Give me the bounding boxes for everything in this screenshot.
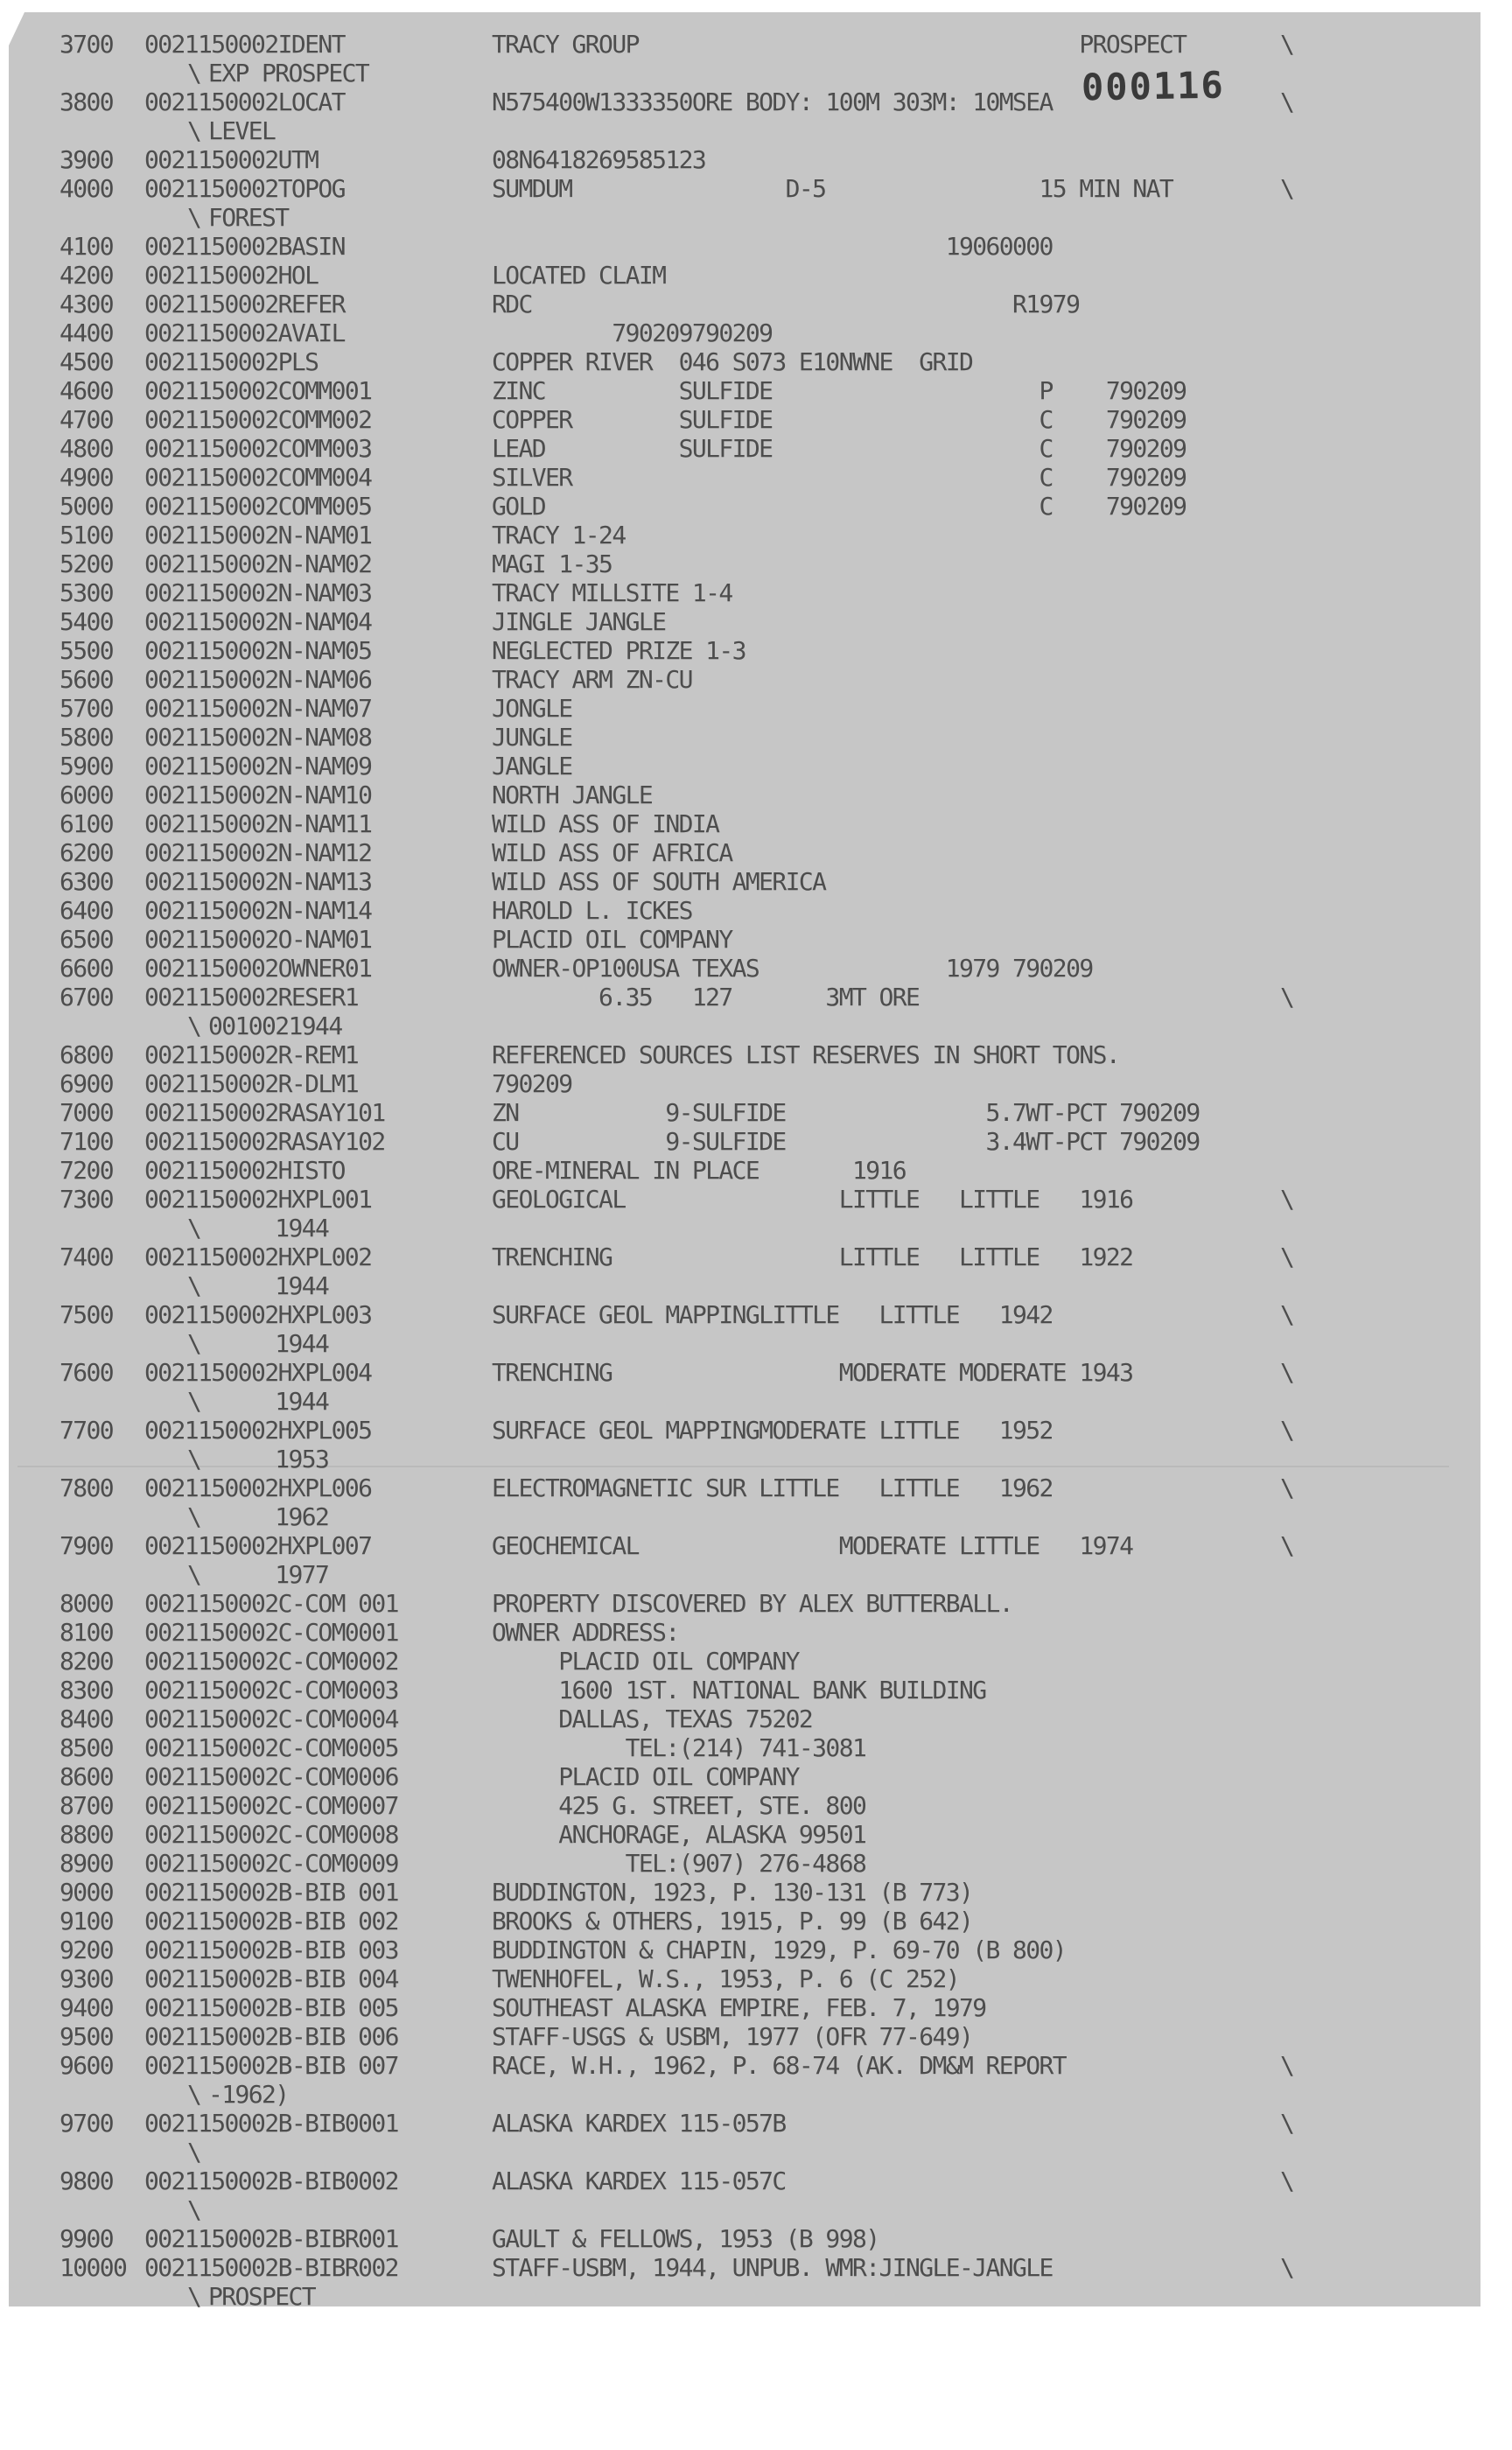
- line-number: 4100: [60, 232, 114, 261]
- record-value: WILD ASS OF SOUTH AMERICA: [492, 867, 826, 896]
- record-key: 0021150002C-COM 001: [144, 1589, 398, 1618]
- record-key: 0021150002N-NAM05: [144, 636, 372, 665]
- record-value: -1962): [208, 2080, 289, 2109]
- line-wrap-mark: \: [1280, 2166, 1294, 2195]
- line-wrap-mark: \: [1280, 983, 1294, 1012]
- record-key: 0021150002R-DLM1: [144, 1069, 359, 1098]
- record-key: 0021150002HXPL002: [144, 1242, 372, 1271]
- record-key: 0021150002N-NAM13: [144, 867, 372, 896]
- record-key: 0021150002C-COM0004: [144, 1704, 398, 1733]
- line-wrap-mark: \: [1280, 2253, 1294, 2282]
- line-number: 4900: [60, 463, 114, 492]
- record-value: FOREST: [208, 203, 289, 232]
- line-wrap-mark: \: [1280, 1242, 1294, 1271]
- continuation-mark: \: [187, 116, 201, 145]
- record-value: HAROLD L. ICKES: [492, 896, 692, 925]
- record-key: 0021150002B-BIB 001: [144, 1878, 398, 1907]
- line-number: 9400: [60, 1993, 114, 2022]
- record-key: 0021150002B-BIB 004: [144, 1964, 398, 1993]
- record-value: TRACY GROUP PROSPECT: [492, 30, 1186, 59]
- record-key: 0021150002B-BIB0002: [144, 2166, 398, 2195]
- line-number: 5400: [60, 607, 114, 636]
- line-wrap-mark: \: [1280, 1358, 1294, 1387]
- record-key: 0021150002HXPL001: [144, 1185, 372, 1214]
- record-value: TWENHOFEL, W.S., 1953, P. 6 (C 252): [492, 1964, 960, 1993]
- line-number: 4500: [60, 347, 114, 376]
- line-number: 8700: [60, 1791, 114, 1820]
- record-value: BUDDINGTON, 1923, P. 130-131 (B 773): [492, 1878, 973, 1907]
- record-key: 0021150002N-NAM02: [144, 550, 372, 578]
- line-wrap-mark: \: [1280, 1300, 1294, 1329]
- line-number: 8100: [60, 1618, 114, 1647]
- record-value: EXP PROSPECT: [208, 59, 369, 88]
- record-value: 790209: [492, 1069, 572, 1098]
- line-number: 5300: [60, 578, 114, 607]
- record-key: 0021150002C-COM0009: [144, 1849, 398, 1878]
- record-value: ALASKA KARDEX 115-057C: [492, 2166, 786, 2195]
- record-key: 0021150002C-COM0007: [144, 1791, 398, 1820]
- record-value: ZN 9-SULFIDE 5.7WT-PCT 790209: [492, 1098, 1200, 1127]
- line-wrap-mark: \: [1280, 2109, 1294, 2138]
- record-key: 0021150002B-BIB0001: [144, 2109, 398, 2138]
- line-number: 7800: [60, 1474, 114, 1502]
- continuation-mark: \: [187, 1502, 201, 1531]
- line-wrap-mark: \: [1280, 1531, 1294, 1560]
- continuation-mark: \: [187, 2195, 201, 2224]
- line-number: 4700: [60, 405, 114, 434]
- line-wrap-mark: \: [1280, 1474, 1294, 1502]
- line-number: 8300: [60, 1676, 114, 1704]
- line-number: 4300: [60, 290, 114, 318]
- line-number: 9800: [60, 2166, 114, 2195]
- line-number: 7600: [60, 1358, 114, 1387]
- record-key: 0021150002LOCAT: [144, 88, 345, 116]
- line-number: 5200: [60, 550, 114, 578]
- record-key: 0021150002N-NAM14: [144, 896, 372, 925]
- record-value: TRACY 1-24: [492, 521, 626, 550]
- line-number: 8400: [60, 1704, 114, 1733]
- record-value: GAULT & FELLOWS, 1953 (B 998): [492, 2224, 879, 2253]
- line-number: 3700: [60, 30, 114, 59]
- record-value: PROPERTY DISCOVERED BY ALEX BUTTERBALL.: [492, 1589, 1013, 1618]
- record-value: JANGLE: [492, 752, 572, 780]
- record-value: SURFACE GEOL MAPPINGMODERATE LITTLE 1952: [492, 1416, 1053, 1445]
- record-value: 1944: [208, 1387, 329, 1416]
- record-value: 1944: [208, 1329, 329, 1358]
- record-key: 0021150002R-REM1: [144, 1040, 359, 1069]
- line-number: 7700: [60, 1416, 114, 1445]
- record-value: 1977: [208, 1560, 329, 1589]
- record-key: 0021150002B-BIB 007: [144, 2051, 398, 2080]
- line-number: 7400: [60, 1242, 114, 1271]
- line-number: 8500: [60, 1733, 114, 1762]
- line-number: 6600: [60, 954, 114, 983]
- record-value: STAFF-USGS & USBM, 1977 (OFR 77-649): [492, 2022, 973, 2051]
- record-key: 0021150002COMM002: [144, 405, 372, 434]
- record-value: SUMDUM D-5 15 MIN NAT: [492, 174, 1173, 203]
- line-number: 10000: [60, 2253, 127, 2282]
- record-value: PROSPECT: [208, 2282, 316, 2311]
- record-key: 0021150002HXPL005: [144, 1416, 372, 1445]
- record-key: 0021150002B-BIB 003: [144, 1936, 398, 1964]
- continuation-mark: \: [187, 2080, 201, 2109]
- record-value: BUDDINGTON & CHAPIN, 1929, P. 69-70 (B 800): [492, 1936, 1067, 1964]
- record-value: SOUTHEAST ALASKA EMPIRE, FEB. 7, 1979: [492, 1993, 986, 2022]
- record-key: 0021150002HXPL004: [144, 1358, 372, 1387]
- line-number: 4600: [60, 376, 114, 405]
- record-value: MAGI 1-35: [492, 550, 612, 578]
- continuation-mark: \: [187, 59, 201, 88]
- record-value: 790209790209: [492, 318, 773, 347]
- record-key: 0021150002C-COM0005: [144, 1733, 398, 1762]
- record-value: GOLD C 790209: [492, 492, 1186, 521]
- line-number: 6200: [60, 838, 114, 867]
- line-wrap-mark: \: [1280, 88, 1294, 116]
- line-number: 5800: [60, 723, 114, 752]
- line-wrap-mark: \: [1280, 1416, 1294, 1445]
- record-key: 0021150002HISTO: [144, 1156, 345, 1185]
- continuation-mark: \: [187, 2282, 201, 2311]
- line-number: 6300: [60, 867, 114, 896]
- record-key: 0021150002C-COM0006: [144, 1762, 398, 1791]
- record-key: 0021150002COMM005: [144, 492, 372, 521]
- line-wrap-mark: \: [1280, 30, 1294, 59]
- line-number: 3800: [60, 88, 114, 116]
- record-value: 1953: [208, 1445, 329, 1474]
- record-key: 0021150002PLS: [144, 347, 318, 376]
- line-wrap-mark: \: [1280, 1185, 1294, 1214]
- record-key: 0021150002C-COM0003: [144, 1676, 398, 1704]
- record-key: 0021150002N-NAM09: [144, 752, 372, 780]
- line-number: 5000: [60, 492, 114, 521]
- record-key: 0021150002HXPL003: [144, 1300, 372, 1329]
- record-value: REFERENCED SOURCES LIST RESERVES IN SHORT TONS.: [492, 1040, 1120, 1069]
- line-number: 8900: [60, 1849, 114, 1878]
- continuation-mark: \: [187, 1012, 201, 1040]
- record-key: 0021150002AVAIL: [144, 318, 345, 347]
- line-number: 7000: [60, 1098, 114, 1127]
- record-value: STAFF-USBM, 1944, UNPUB. WMR:JINGLE-JANGLE: [492, 2253, 1053, 2282]
- line-number: 5700: [60, 694, 114, 723]
- record-value: DALLAS, TEXAS 75202: [492, 1704, 813, 1733]
- record-value: OWNER-OP100USA TEXAS 1979 790209: [492, 954, 1093, 983]
- line-number: 9300: [60, 1964, 114, 1993]
- record-key: 0021150002B-BIB 005: [144, 1993, 398, 2022]
- page-number-stamp: 000116: [1081, 63, 1226, 109]
- continuation-mark: \: [187, 1387, 201, 1416]
- record-key: 0021150002N-NAM10: [144, 780, 372, 809]
- line-wrap-mark: \: [1280, 2051, 1294, 2080]
- record-value: JINGLE JANGLE: [492, 607, 666, 636]
- record-key: 0021150002COMM001: [144, 376, 372, 405]
- record-key: 0021150002N-NAM06: [144, 665, 372, 694]
- record-key: 0021150002HXPL006: [144, 1474, 372, 1502]
- record-value: CU 9-SULFIDE 3.4WT-PCT 790209: [492, 1127, 1200, 1156]
- line-number: 9500: [60, 2022, 114, 2051]
- record-value: OWNER ADDRESS:: [492, 1618, 679, 1647]
- record-key: 0021150002N-NAM11: [144, 809, 372, 838]
- record-value: COPPER SULFIDE C 790209: [492, 405, 1186, 434]
- record-value: ORE-MINERAL IN PLACE 1916: [492, 1156, 906, 1185]
- record-value: 1962: [208, 1502, 329, 1531]
- line-number: 4000: [60, 174, 114, 203]
- line-number: 5100: [60, 521, 114, 550]
- record-key: 0021150002BASIN: [144, 232, 345, 261]
- line-number: 9700: [60, 2109, 114, 2138]
- record-value: ALASKA KARDEX 115-057B: [492, 2109, 786, 2138]
- record-value: 1944: [208, 1271, 329, 1300]
- record-key: 0021150002N-NAM07: [144, 694, 372, 723]
- record-value: N575400W1333350ORE BODY: 100M 303M: 10MSEA: [492, 88, 1053, 116]
- record-key: 0021150002B-BIBR001: [144, 2224, 398, 2253]
- record-value: 6.35 127 3MT ORE: [492, 983, 920, 1012]
- record-value: WILD ASS OF INDIA: [492, 809, 719, 838]
- record-key: 0021150002N-NAM12: [144, 838, 372, 867]
- line-wrap-mark: \: [1280, 174, 1294, 203]
- record-value: RACE, W.H., 1962, P. 68-74 (AK. DM&M REPORT: [492, 2051, 1067, 2080]
- record-value: 1600 1ST. NATIONAL BANK BUILDING: [492, 1676, 986, 1704]
- continuation-mark: \: [187, 1445, 201, 1474]
- record-value: LEAD SULFIDE C 790209: [492, 434, 1186, 463]
- continuation-mark: \: [187, 1560, 201, 1589]
- line-number: 3900: [60, 145, 114, 174]
- line-number: 6000: [60, 780, 114, 809]
- record-value: 1944: [208, 1214, 329, 1242]
- record-key: 0021150002N-NAM08: [144, 723, 372, 752]
- line-number: 7500: [60, 1300, 114, 1329]
- record-value: ZINC SULFIDE P 790209: [492, 376, 1186, 405]
- continuation-mark: \: [187, 1271, 201, 1300]
- line-number: 5900: [60, 752, 114, 780]
- line-number: 4400: [60, 318, 114, 347]
- record-value: GEOCHEMICAL MODERATE LITTLE 1974: [492, 1531, 1133, 1560]
- record-value: PLACID OIL COMPANY: [492, 1762, 799, 1791]
- record-value: JONGLE: [492, 694, 572, 723]
- record-value: TEL:(907) 276-4868: [492, 1849, 866, 1878]
- record-key: 0021150002IDENT: [144, 30, 345, 59]
- record-key: 0021150002O-NAM01: [144, 925, 372, 954]
- line-number: 7100: [60, 1127, 114, 1156]
- record-key: 0021150002B-BIBR002: [144, 2253, 398, 2282]
- record-value: RDC R1979: [492, 290, 1080, 318]
- record-key: 0021150002UTM: [144, 145, 318, 174]
- line-number: 7300: [60, 1185, 114, 1214]
- line-number: 8200: [60, 1647, 114, 1676]
- line-number: 9600: [60, 2051, 114, 2080]
- record-value: 0010021944: [208, 1012, 342, 1040]
- record-value: PLACID OIL COMPANY: [492, 925, 732, 954]
- continuation-mark: \: [187, 2138, 201, 2166]
- record-value: 19060000: [492, 232, 1053, 261]
- line-number: 6900: [60, 1069, 114, 1098]
- line-number: 9200: [60, 1936, 114, 1964]
- record-value: 08N6418269585123: [492, 145, 706, 174]
- record-value: ANCHORAGE, ALASKA 99501: [492, 1820, 866, 1849]
- record-key: 0021150002N-NAM04: [144, 607, 372, 636]
- record-value: TRENCHING LITTLE LITTLE 1922: [492, 1242, 1133, 1271]
- record-key: 0021150002C-COM0002: [144, 1647, 398, 1676]
- continuation-mark: \: [187, 1329, 201, 1358]
- record-value: TRACY MILLSITE 1-4: [492, 578, 732, 607]
- record-value: TRACY ARM ZN-CU: [492, 665, 692, 694]
- record-value: 425 G. STREET, STE. 800: [492, 1791, 866, 1820]
- line-number: 6500: [60, 925, 114, 954]
- record-value: SURFACE GEOL MAPPINGLITTLE LITTLE 1942: [492, 1300, 1053, 1329]
- line-number: 9900: [60, 2224, 114, 2253]
- line-number: 7900: [60, 1531, 114, 1560]
- continuation-mark: \: [187, 1214, 201, 1242]
- line-number: 9000: [60, 1878, 114, 1907]
- line-number: 6100: [60, 809, 114, 838]
- record-key: 0021150002HXPL007: [144, 1531, 372, 1560]
- line-number: 6700: [60, 983, 114, 1012]
- record-key: 0021150002HOL: [144, 261, 318, 290]
- record-value: SILVER C 790209: [492, 463, 1186, 492]
- record-key: 0021150002B-BIB 002: [144, 1907, 398, 1936]
- record-key: 0021150002RESER1: [144, 983, 359, 1012]
- record-key: 0021150002N-NAM01: [144, 521, 372, 550]
- record-key: 0021150002OWNER01: [144, 954, 372, 983]
- record-value: PLACID OIL COMPANY: [492, 1647, 799, 1676]
- record-key: 0021150002B-BIB 006: [144, 2022, 398, 2051]
- line-number: 6400: [60, 896, 114, 925]
- record-key: 0021150002TOPOG: [144, 174, 345, 203]
- line-number: 8000: [60, 1589, 114, 1618]
- line-number: 6800: [60, 1040, 114, 1069]
- line-number: 5500: [60, 636, 114, 665]
- continuation-mark: \: [187, 203, 201, 232]
- record-value: GEOLOGICAL LITTLE LITTLE 1916: [492, 1185, 1133, 1214]
- record-key: 0021150002C-COM0008: [144, 1820, 398, 1849]
- line-number: 7200: [60, 1156, 114, 1185]
- record-value: TEL:(214) 741-3081: [492, 1733, 866, 1762]
- line-number: 9100: [60, 1907, 114, 1936]
- line-number: 4200: [60, 261, 114, 290]
- record-key: 0021150002COMM003: [144, 434, 372, 463]
- record-value: WILD ASS OF AFRICA: [492, 838, 732, 867]
- line-number: 8600: [60, 1762, 114, 1791]
- record-key: 0021150002REFER: [144, 290, 345, 318]
- record-value: COPPER RIVER 046 S073 E10NWNE GRID: [492, 347, 973, 376]
- record-value: NORTH JANGLE: [492, 780, 653, 809]
- record-key: 0021150002RASAY102: [144, 1127, 385, 1156]
- line-number: 4800: [60, 434, 114, 463]
- record-value: JUNGLE: [492, 723, 572, 752]
- line-number: 8800: [60, 1820, 114, 1849]
- record-value: ELECTROMAGNETIC SUR LITTLE LITTLE 1962: [492, 1474, 1053, 1502]
- record-value: TRENCHING MODERATE MODERATE 1943: [492, 1358, 1133, 1387]
- record-value: NEGLECTED PRIZE 1-3: [492, 636, 746, 665]
- record-value: BROOKS & OTHERS, 1915, P. 99 (B 642): [492, 1907, 973, 1936]
- record-value: LEVEL: [208, 116, 276, 145]
- record-key: 0021150002RASAY101: [144, 1098, 385, 1127]
- record-key: 0021150002N-NAM03: [144, 578, 372, 607]
- record-key: 0021150002COMM004: [144, 463, 372, 492]
- record-value: LOCATED CLAIM: [492, 261, 666, 290]
- record-key: 0021150002C-COM0001: [144, 1618, 398, 1647]
- line-number: 5600: [60, 665, 114, 694]
